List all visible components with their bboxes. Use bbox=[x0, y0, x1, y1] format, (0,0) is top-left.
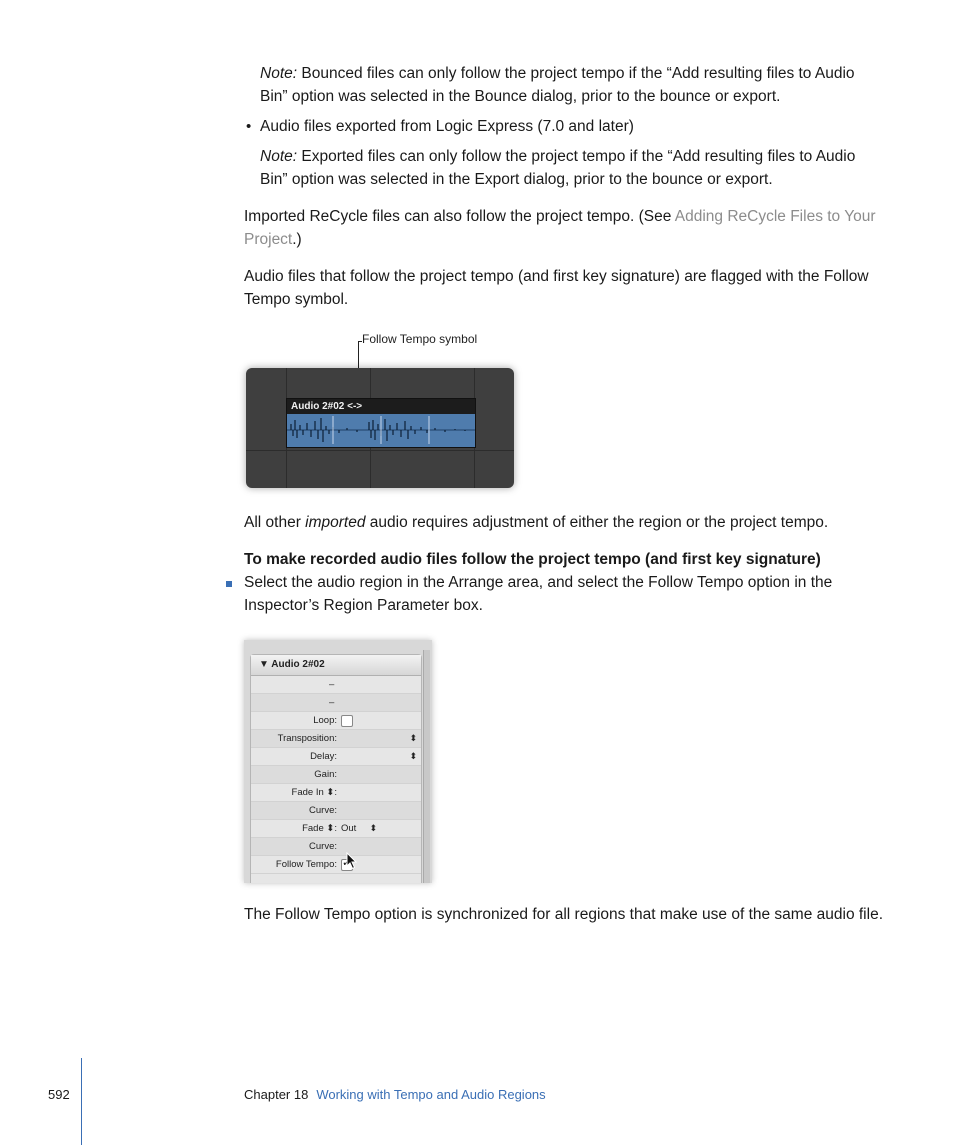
imported-emphasis: imported bbox=[305, 514, 366, 531]
parameter-row-follow-tempo bbox=[251, 856, 421, 874]
footer-chapter bbox=[244, 1086, 546, 1104]
bullet-dot: • bbox=[246, 118, 252, 135]
parameter-row-curve bbox=[251, 838, 421, 856]
note-export bbox=[260, 145, 880, 191]
stepper-arrows-icon[interactable]: ⬍ bbox=[409, 733, 417, 743]
region-parameter-title[interactable]: ▼ Audio 2#02 bbox=[251, 655, 421, 676]
recycle-text-end: .) bbox=[292, 231, 302, 248]
parameter-row-delay bbox=[251, 748, 421, 766]
note-label: Note: bbox=[260, 65, 298, 82]
mouse-pointer-icon bbox=[346, 852, 358, 870]
arrange-region-figure bbox=[246, 368, 514, 488]
note-label: Note: bbox=[260, 148, 298, 165]
row-value: – bbox=[329, 679, 335, 690]
parameter-row-loop bbox=[251, 712, 421, 730]
row-value: – bbox=[329, 697, 335, 708]
chapter-title[interactable]: Working with Tempo and Audio Regions bbox=[316, 1087, 546, 1102]
parameter-row-fade-out[interactable] bbox=[251, 820, 421, 838]
parameter-row-transposition bbox=[251, 730, 421, 748]
scrollbar[interactable] bbox=[423, 650, 430, 883]
task-heading: To make recorded audio files follow the project tempo (and first key signature) bbox=[244, 551, 821, 568]
stepper-arrows-icon[interactable]: ⬍ bbox=[409, 751, 417, 761]
row-label: Delay: bbox=[310, 751, 337, 762]
parameter-row bbox=[251, 676, 421, 694]
imported-text-end: audio requires adjustment of either the region or the project tempo. bbox=[365, 514, 829, 531]
region-name: Audio 2#02 <-> bbox=[287, 399, 475, 414]
imported-paragraph bbox=[244, 511, 884, 534]
imported-text: All other bbox=[244, 514, 306, 531]
row-label: Curve: bbox=[309, 805, 337, 816]
row-label: Gain: bbox=[314, 769, 337, 780]
row-label: Fade In ⬍: bbox=[291, 787, 337, 798]
sync-paragraph: The Follow Tempo option is synchronized for all regions that make use of the same audio file. bbox=[244, 906, 883, 923]
recycle-link[interactable]: Adding ReCycle Files to Your Project bbox=[244, 208, 876, 248]
row-label: Follow Tempo: bbox=[275, 859, 337, 870]
fade-type-value: Out bbox=[341, 823, 357, 834]
parameter-rows bbox=[251, 676, 421, 874]
note-bounce bbox=[260, 62, 880, 108]
parameter-row-fade-in[interactable] bbox=[251, 784, 421, 802]
note-text: Exported files can only follow the project tempo if the “Add resulting files to Audio Bin” option was selected in the Export dialog, prior to the bounce or export. bbox=[260, 148, 856, 188]
follow-tempo-paragraph: Audio files that follow the project tempo (and first key signature) are flagged with the Follow Tempo symbol. bbox=[244, 268, 869, 308]
recycle-paragraph bbox=[244, 205, 884, 251]
page-number: 592 bbox=[48, 1087, 70, 1102]
row-label: Curve: bbox=[309, 841, 337, 852]
callout-label: Follow Tempo symbol bbox=[362, 332, 478, 346]
parameter-row-gain bbox=[251, 766, 421, 784]
parameter-row bbox=[251, 694, 421, 712]
audio-region[interactable] bbox=[286, 398, 476, 448]
bullet-exported: Audio files exported from Logic Express (7.0 and later) bbox=[260, 118, 634, 135]
loop-checkbox[interactable] bbox=[341, 715, 353, 727]
row-label: Loop: bbox=[313, 715, 337, 726]
recycle-text: Imported ReCycle files can also follow the project tempo. (See bbox=[244, 208, 675, 225]
chapter-label: Chapter 18 bbox=[244, 1087, 309, 1102]
parameter-row-curve bbox=[251, 802, 421, 820]
row-label: Fade ⬍: bbox=[302, 823, 337, 834]
footer-rule bbox=[81, 1058, 82, 1145]
region-parameter-box bbox=[250, 654, 422, 883]
step-bullet bbox=[226, 581, 232, 587]
inspector-figure bbox=[244, 640, 432, 883]
step-text: Select the audio region in the Arrange area, and select the Follow Tempo option in the Inspector’s Region Parameter box. bbox=[244, 574, 833, 614]
stepper-arrows-icon[interactable]: ⬍ bbox=[369, 823, 377, 833]
row-label: Transposition: bbox=[277, 733, 337, 744]
note-text: Bounced files can only follow the project tempo if the “Add resulting files to Audio Bin” option was selected in the Bounce dialog, prior to the bounce or export. bbox=[260, 65, 855, 105]
waveform bbox=[287, 414, 475, 446]
